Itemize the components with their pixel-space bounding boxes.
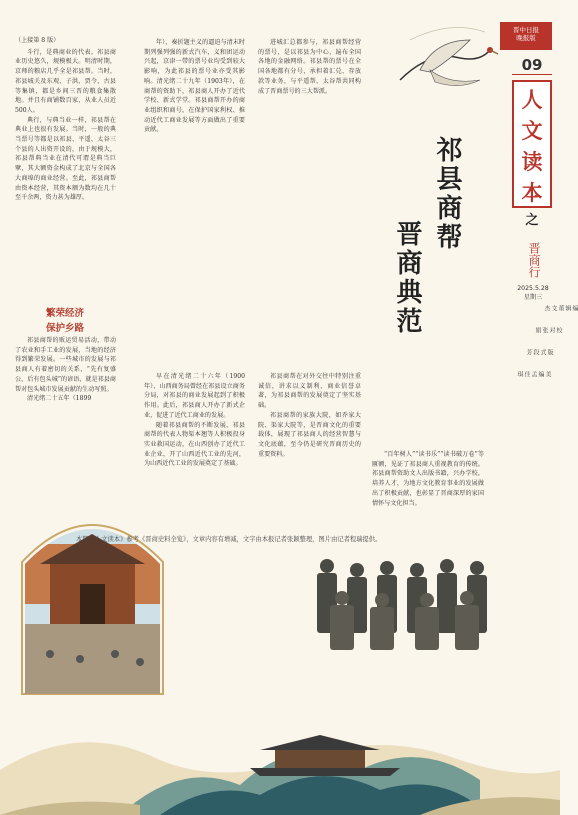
section-subhead [22, 306, 108, 336]
paragraph: 典行，与典当业一样，祁县帮在典业上也很有发展。当时，一般的典当票号等都是以祁县、平遥、太谷三个县的人出资开设的，由于规模大，祁县帮典当业在清代可谓是典当巨擘，其大额资金构成了北京与全国各大商埠的商业经营。至此，祁县商帮由资本经营，其资本额为数均在几十至千余两，资力甚为雄厚。 [15, 116, 116, 202]
paragraph: 年），奏折题主义的逼迫与清末时期列强列强的新式汽车，义和团运动兴起，京津一带的票号业均受到较大影响，为此祁县的票号业亦受其影响。清光绪二十九年（1903年），在商帮的资助下，祁县商人开办了近代学校、新式学堂。祁县商帮开办的商业组织和商号，在保护国家利权、推动近代工商业发展等方面做出了重要贡献。 [144, 39, 245, 134]
article-column-1-lower [15, 336, 116, 404]
section-subtitle: 晋商行 [527, 242, 541, 278]
article-right-block [372, 450, 484, 508]
article-column-2 [144, 38, 245, 135]
subhead-line-2: 保护乡路 [45, 323, 84, 334]
issue-date [512, 284, 554, 302]
date-value: 2025.5.28 [517, 285, 549, 292]
credit-art: 美编 孟佳琪 [516, 371, 551, 377]
continued-note: （上接第 8 版） [15, 37, 60, 44]
headline-part-2: 晋商典范 [392, 220, 422, 336]
credit-editor: 编辑 董文杰 [543, 305, 578, 311]
logo-line-2: 晚报版 [516, 34, 536, 42]
newspaper-logo [500, 22, 552, 50]
source-note: 本期《人文读本》参考《晋商史料全览》，文章内容有增减，文字由本报记者张颖整理，图片由记者程瑞提供。 [76, 536, 382, 543]
credit-proofreader: 校对 张娟 [534, 327, 562, 333]
credit-layout: 版式 段芳 [525, 349, 553, 355]
paragraph: 祁县商帮在对外交往中特别注重诚信，讲求以义制利，商业信誉卓著，为祁县商帮的发展奠定了坚实基础。 [258, 373, 361, 410]
paragraph: 随着祁县商帮的不断发展，祁县商帮的代表人物渠本翘等人积极投身实业救国运动，在山西创办了近代工业企业，开了山西近代工业的先河，为山西近代工业的发展奠定了基础。 [144, 421, 245, 468]
paragraph: 斗行，是典商业的代表。祁县商业历史悠久，规模极大。明清时期，京师的粮店几乎全是祁县帮。当时，祁县城关及东观、子洪、贾令、古县等集镇，都是乡间三晋的粮食集散地。并且有商铺数百家，从业人员近500人。 [15, 48, 116, 114]
article-column-2-lower [144, 372, 245, 469]
paragraph: 祁县商帮的家族大院，如乔家大院、渠家大院等，是晋商文化的重要载体，展现了祁县商人的经营智慧与文化底蕴，至今仍是研究晋商历史的重要资料。 [258, 411, 361, 458]
paragraph: 进城汇总都参与，祁县商帮经营的票号，是以祁县为中心，遍布全国各地的金融网络。祁县帮的票号在全国各地都有分号，承担着汇兑、存放款等业务，与平遥帮、太谷帮共同构成了晋商票号的三大帮派。 [258, 39, 361, 95]
page-number: 09 [512, 56, 552, 75]
landscape-illustration [0, 610, 560, 815]
paragraph: “百年树人”“读书乐”“读书破万卷”等匾额，见证了祁县商人重视教育的传统。祁县商帮资助文人出版书籍，兴办学校，培养人才，为地方文化教育事业的发展做出了积极贡献，也彰显了晋商深厚的家国情怀与文化担当。 [372, 451, 484, 507]
subhead-line-1: 繁荣经济 [45, 308, 84, 319]
crane-illustration [390, 10, 500, 120]
article-column-3-lower [258, 372, 361, 459]
article-column-3 [258, 38, 361, 96]
paragraph: 清光绪二十五年（1899 [27, 395, 92, 403]
headline-part-1: 祁县商帮 [432, 136, 462, 252]
section-title: 人文读本 [512, 80, 552, 208]
logo-line-1: 晋中日报 [513, 26, 539, 34]
paragraph: 祁县商帮的贩运贸易活动，带动了农业和手工业的发展，当地的经济得到繁荣发展。一些城市的发展与祁县商人有着密切的关系，“先有复盛公，后有包头城”的谚语，就是祁县商帮对包头城市发展贡献的生动写照。 [15, 337, 116, 393]
article-column-1 [15, 36, 116, 203]
paragraph: 早在清光绪二十六年（1900年），山西商务局曾经在祁县设立商务分局，对祁县的商业发展起到了积极作用。此后，祁县商人开办了新式企业，促进了近代工商业的发展。 [144, 373, 245, 419]
weekday: 星期三 [523, 294, 543, 301]
section-connector: 之 [525, 213, 539, 228]
